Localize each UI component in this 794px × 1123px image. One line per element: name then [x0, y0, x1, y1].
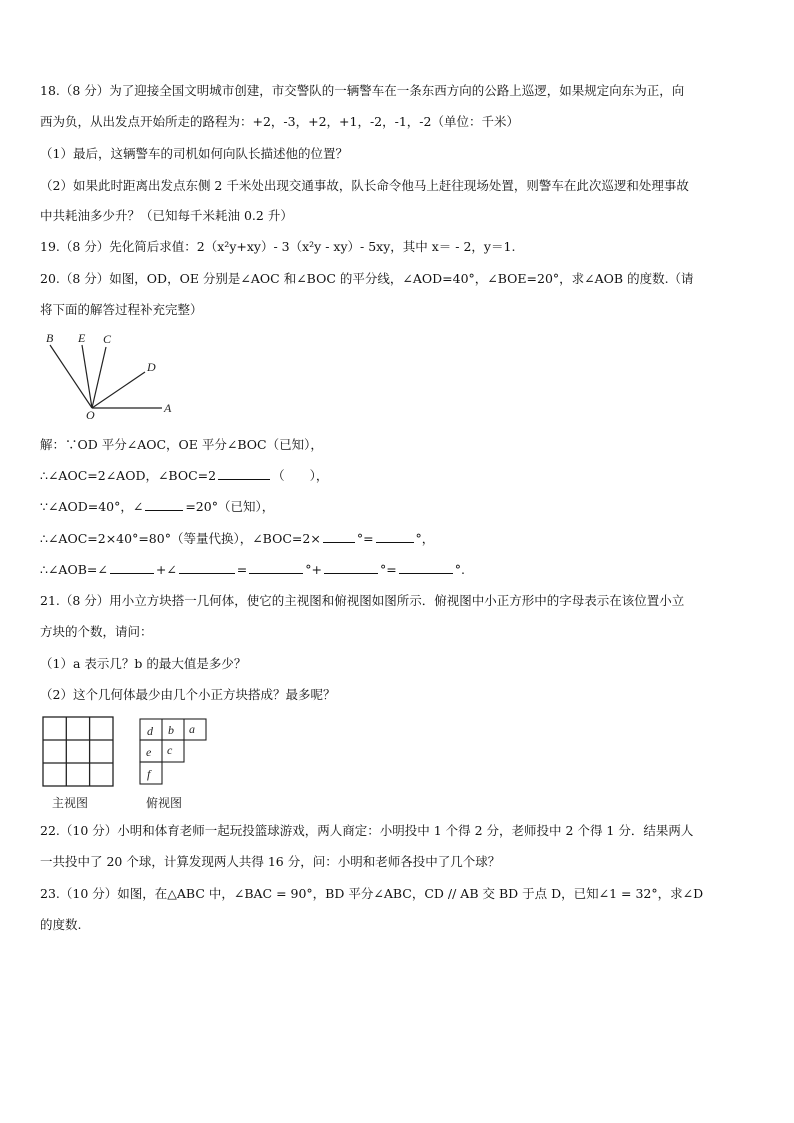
- q20-sol-2: [40, 467, 756, 485]
- q21-sub-2: （2）这个几何体最少由几个小正方块搭成？最多呢？: [40, 687, 336, 702]
- q22-line-1: 22.（10 分）小明和体育老师一起玩投篮球游戏，两人商定：小明投中 1 个得 2 分，老师投中 2 个得 1 分．结果两人: [40, 823, 694, 838]
- cell-d: d: [147, 724, 153, 738]
- q20-sol-3: [40, 498, 756, 516]
- cell-c: c: [167, 743, 173, 757]
- ray-oe: [82, 345, 92, 408]
- q21-line-2: 方块的个数，请问：: [40, 624, 153, 639]
- blank-6[interactable]: [179, 561, 235, 574]
- q18-line-1: 18.（8 分）为了迎接全国文明城市创建，市交警队的一辆警车在一条东西方向的公路上巡逻，如果规定向东为正，向: [40, 83, 685, 98]
- blank-7[interactable]: [249, 561, 303, 574]
- q20-sol-3-a: ∵∠AOD=40°，∠: [40, 499, 144, 514]
- q20-sol-1: 解：∵OD 平分∠AOC，OE 平分∠BOC（已知），: [40, 437, 323, 452]
- front-view-grid: [42, 716, 114, 788]
- top-view-caption: 俯视图: [146, 796, 183, 810]
- q20-line-1: 20.（8 分）如图，OD，OE 分别是∠AOC 和∠BOC 的平分线，∠AOD=40°，∠BOE=20°，求∠AOB 的度数.（请: [40, 271, 694, 286]
- blank-1[interactable]: [218, 467, 270, 480]
- label-e: E: [78, 331, 86, 345]
- q20-sol-4-a: ∴∠AOC=2×40°=80°（等量代换），∠BOC=2×: [40, 531, 321, 546]
- q20-sol-5-e: °=: [380, 562, 397, 577]
- q20-sol-2-b: （ ），: [272, 468, 329, 483]
- q20-sol-4-b: °=: [356, 531, 374, 546]
- cell-a: a: [189, 722, 195, 736]
- q21-line-1: 21.（8 分）用小立方块搭一几何体，使它的主视图和俯视图如图所示．俯视图中小正方形中的字母表示在该位置小立: [40, 593, 685, 608]
- q20-sol-5-c: =: [236, 562, 248, 577]
- blank-8[interactable]: [324, 561, 378, 574]
- q21-sub-1: （1）a 表示几？b 的最大值是多少？: [40, 656, 247, 671]
- cell-f: f: [147, 767, 151, 781]
- label-o: O: [86, 408, 95, 420]
- q23-line-1: 23.（10 分）如图，在△ABC 中，∠BAC = 90°，BD 平分∠ABC，CD // AB 交 BD 于点 D，已知∠1 = 32°，求∠D: [40, 886, 704, 901]
- angle-figure: [40, 328, 190, 420]
- q18-sub-2b: 中共耗油多少升？（已知每千米耗油 0.2 升）: [40, 208, 293, 223]
- blank-5[interactable]: [110, 561, 154, 574]
- q20-sol-5-a: ∴∠AOB=∠: [40, 562, 108, 577]
- q22-line-2: 一共投中了 20 个球，计算发现两人共得 16 分，问：小明和老师各投中了几个球？: [40, 854, 501, 869]
- q20-sol-2-a: ∴∠AOC=2∠AOD，∠BOC=2: [40, 468, 217, 483]
- ray-oc: [92, 347, 106, 408]
- q18-sub-1: （1）最后，这辆警车的司机如何向队长描述他的位置？: [40, 146, 348, 161]
- q20-line-2: 将下面的解答过程补充完整）: [40, 302, 203, 317]
- q23-line-2: 的度数.: [40, 917, 82, 932]
- q20-sol-4: [40, 530, 756, 548]
- q18-sub-2a: （2）如果此时距离出发点东侧 2 千米处出现交通事故，队长命令他马上赶往现场处置，则警车在此次巡逻和处理事故: [40, 178, 689, 193]
- blank-3[interactable]: [323, 530, 355, 543]
- q20-sol-5-f: °.: [454, 562, 465, 577]
- q20-sol-5: [40, 561, 756, 579]
- q18-line-2: 西为负，从出发点开始所走的路程为：+2，-3，+2，+1，-2，-1，-2（单位：千米）: [40, 114, 519, 129]
- blank-4[interactable]: [376, 530, 414, 543]
- blank-9[interactable]: [399, 561, 453, 574]
- label-b: B: [46, 331, 54, 345]
- label-d: D: [147, 360, 156, 374]
- q20-sol-4-c: °，: [415, 531, 435, 546]
- top-view-grid: [139, 718, 209, 786]
- label-c: C: [103, 332, 112, 346]
- q20-sol-5-b: +∠: [155, 562, 177, 577]
- ray-od: [92, 372, 145, 408]
- q19-text: 19.（8 分）先化简后求值：2（x²y+xy）- 3（x²y - xy）- 5xy，其中 x＝ - 2，y＝1.: [40, 239, 516, 254]
- ray-ob: [50, 345, 92, 408]
- cell-e: e: [146, 745, 152, 759]
- q20-sol-3-b: =20°（已知），: [185, 499, 275, 514]
- q20-sol-5-d: °+: [305, 562, 323, 577]
- label-a: A: [164, 401, 172, 415]
- blank-2[interactable]: [145, 498, 183, 511]
- cell-b: b: [168, 723, 174, 737]
- front-view-caption: 主视图: [52, 796, 89, 810]
